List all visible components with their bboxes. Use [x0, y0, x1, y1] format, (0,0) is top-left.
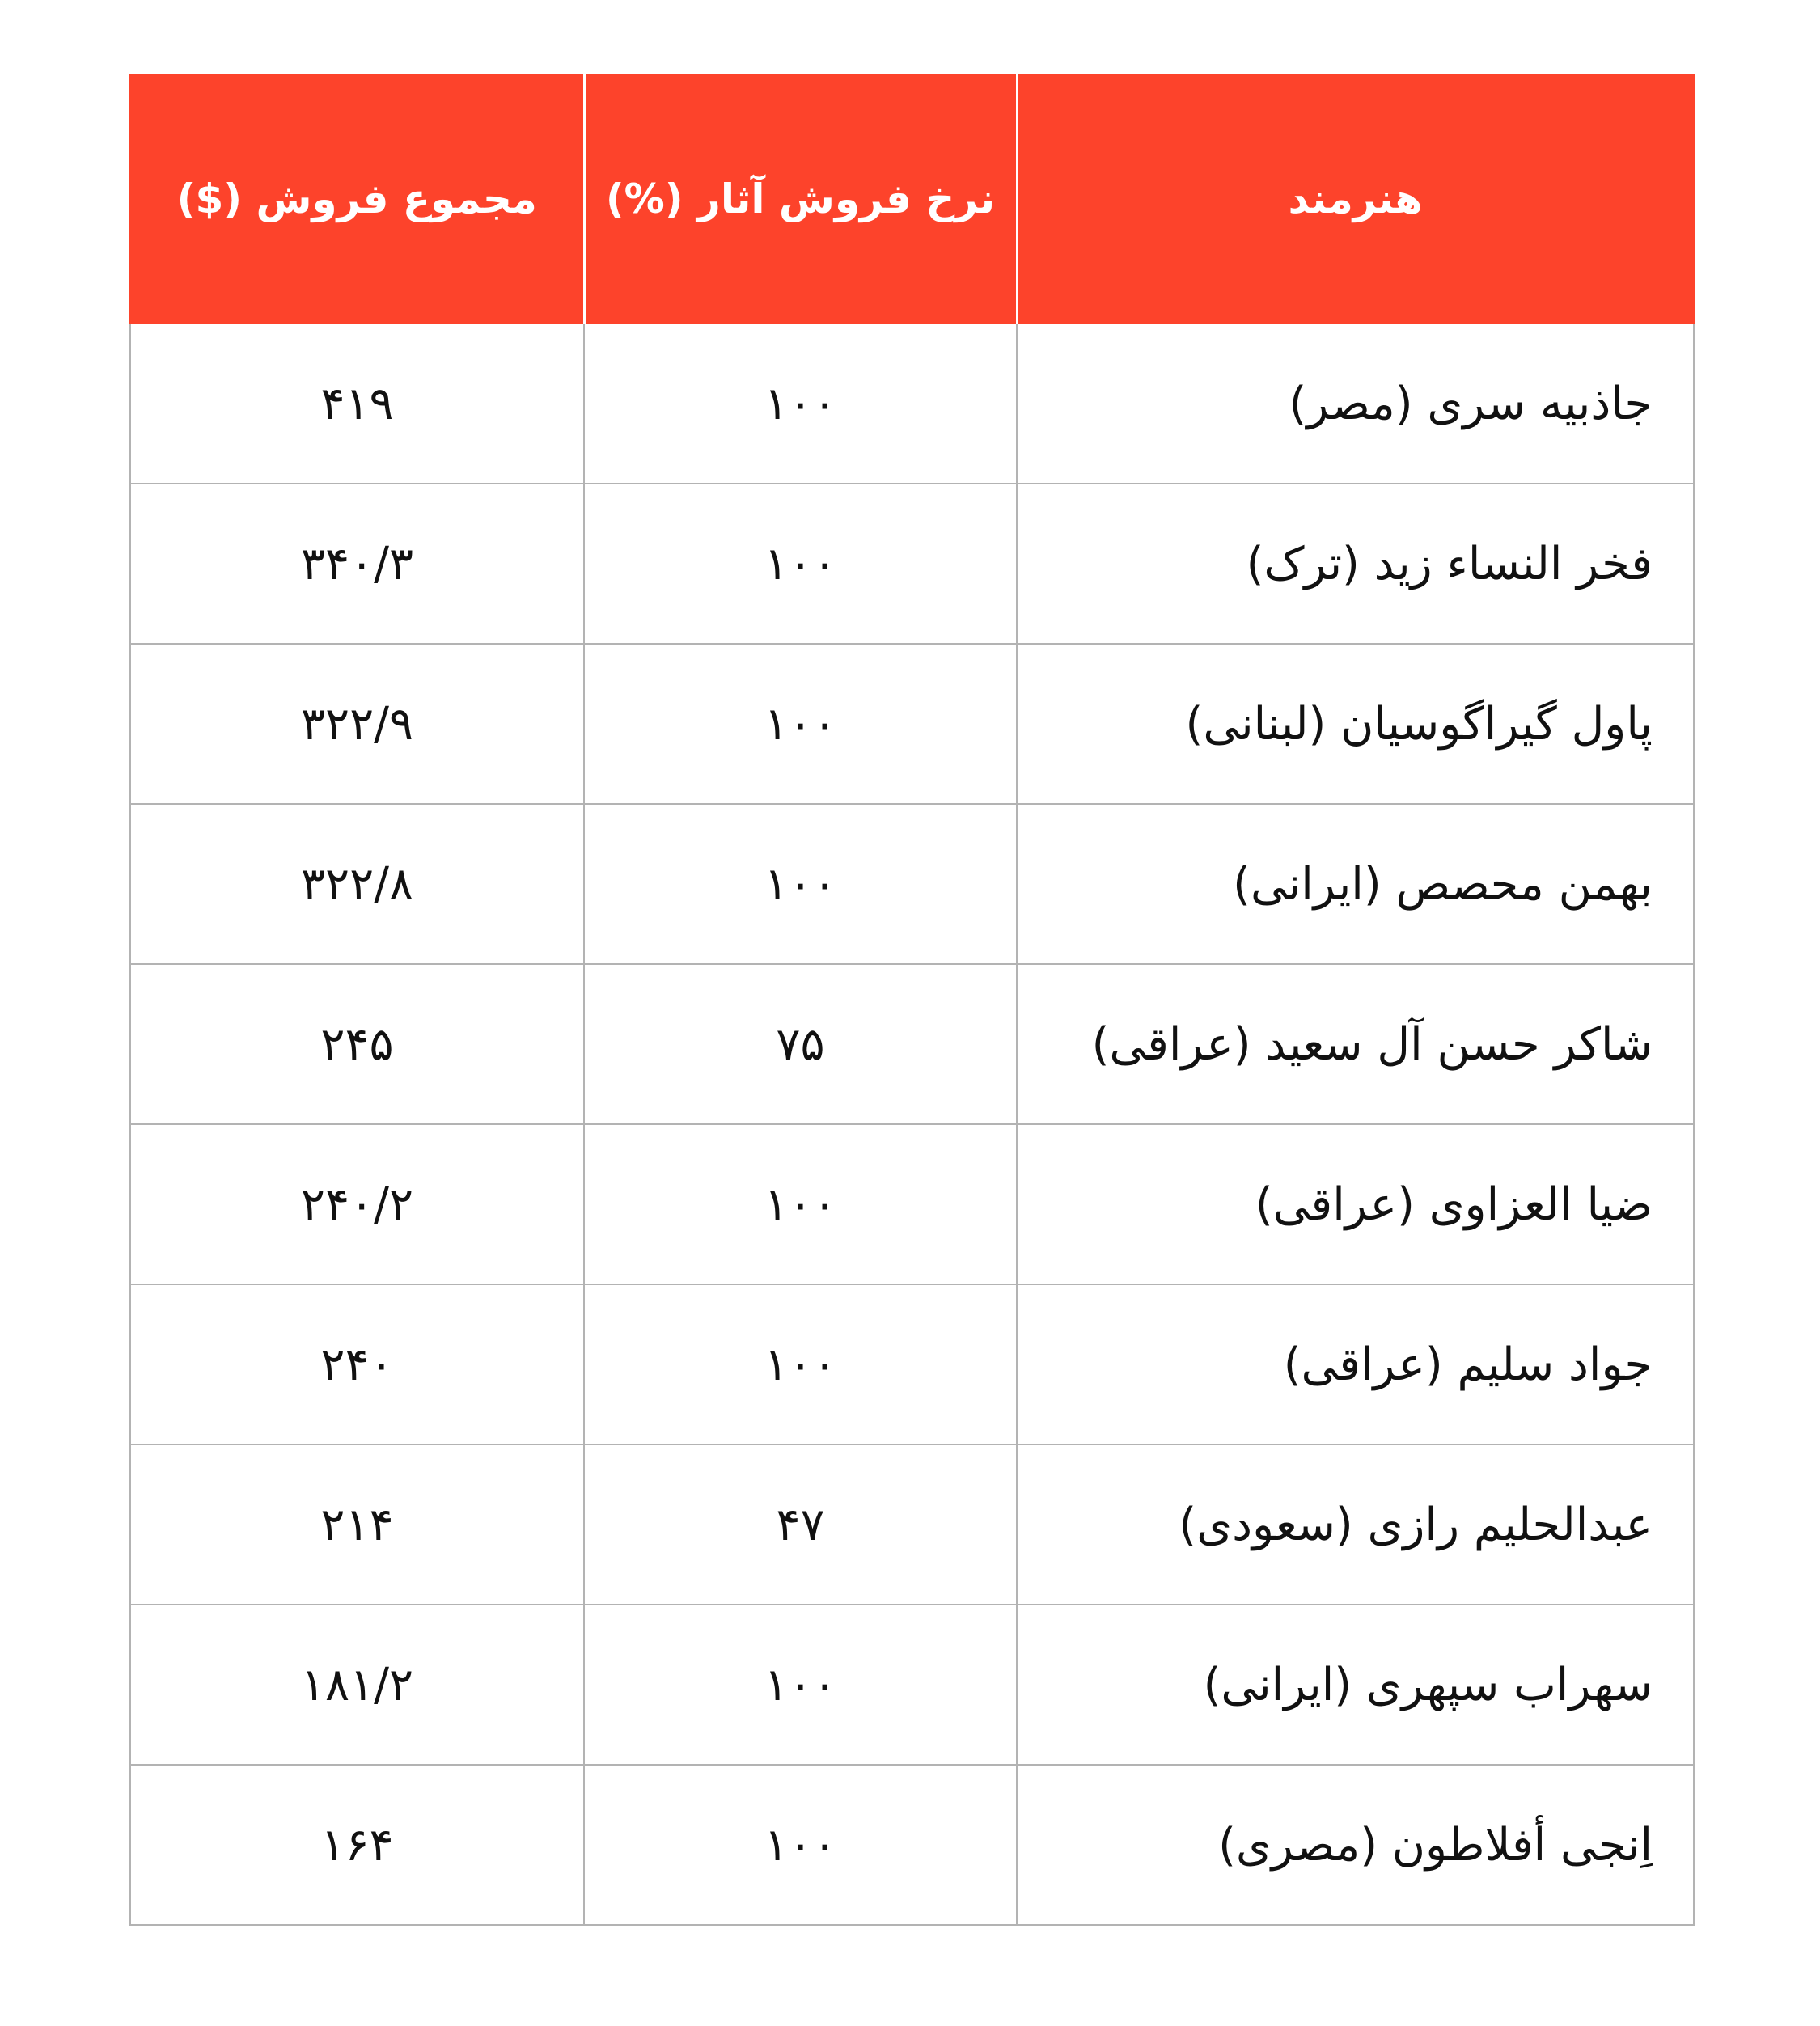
- artist-sales-table: [129, 74, 1695, 1926]
- sale-rate-cell: ۱۰۰: [584, 1605, 1017, 1765]
- sale-rate-cell: ۱۰۰: [584, 1765, 1017, 1925]
- table-row: [130, 484, 1694, 644]
- artist-cell: بهمن محصص (ایرانی): [1017, 804, 1694, 964]
- total-sales-cell: ۲۱۴: [130, 1444, 584, 1605]
- total-sales-cell: ۴۱۹: [130, 324, 584, 484]
- header-row: [130, 74, 1694, 324]
- sale-rate-cell: ۱۰۰: [584, 484, 1017, 644]
- total-sales-cell: ۳۲۲/۹: [130, 644, 584, 804]
- total-sales-cell: ۲۴۵: [130, 964, 584, 1124]
- total-sales-cell: ۱۶۴: [130, 1765, 584, 1925]
- table-row: [130, 1284, 1694, 1444]
- table-row: [130, 644, 1694, 804]
- artist-cell: جاذبیه سری (مصر): [1017, 324, 1694, 484]
- total-sales-cell: ۲۴۰: [130, 1284, 584, 1444]
- artist-cell: اِنجی أفلاطون (مصری): [1017, 1765, 1694, 1925]
- artist-cell: سهراب سپهری (ایرانی): [1017, 1605, 1694, 1765]
- table-row: [130, 964, 1694, 1124]
- total-sales-cell: ۱۸۱/۲: [130, 1605, 584, 1765]
- sale-rate-cell: ۴۷: [584, 1444, 1017, 1605]
- table-row: [130, 1444, 1694, 1605]
- artist-cell: فخر النساء زید (ترک): [1017, 484, 1694, 644]
- total-sales-cell: ۲۴۰/۲: [130, 1124, 584, 1284]
- sale-rate-cell: ۱۰۰: [584, 804, 1017, 964]
- table-row: [130, 1765, 1694, 1925]
- artist-cell: شاکر حسن آل سعید (عراقی): [1017, 964, 1694, 1124]
- total-sales-cell: ۳۴۰/۳: [130, 484, 584, 644]
- header-sale-rate: نرخ فروش آثار (%): [584, 74, 1017, 324]
- table-row: [130, 804, 1694, 964]
- total-sales-cell: ۳۲۲/۸: [130, 804, 584, 964]
- artist-cell: پاول گیراگوسیان (لبنانی): [1017, 644, 1694, 804]
- header-artist: هنرمند: [1017, 74, 1694, 324]
- sale-rate-cell: ۷۵: [584, 964, 1017, 1124]
- artist-cell: عبدالحلیم رازی (سعودی): [1017, 1444, 1694, 1605]
- table-row: [130, 1124, 1694, 1284]
- sale-rate-cell: ۱۰۰: [584, 1284, 1017, 1444]
- sale-rate-cell: ۱۰۰: [584, 1124, 1017, 1284]
- artist-cell: ضیا العزاوی (عراقی): [1017, 1124, 1694, 1284]
- sale-rate-cell: ۱۰۰: [584, 324, 1017, 484]
- artist-cell: جواد سلیم (عراقی): [1017, 1284, 1694, 1444]
- header-total-sales: مجموع فروش ($): [130, 74, 584, 324]
- table-row: [130, 1605, 1694, 1765]
- sale-rate-cell: ۱۰۰: [584, 644, 1017, 804]
- table-row: [130, 324, 1694, 484]
